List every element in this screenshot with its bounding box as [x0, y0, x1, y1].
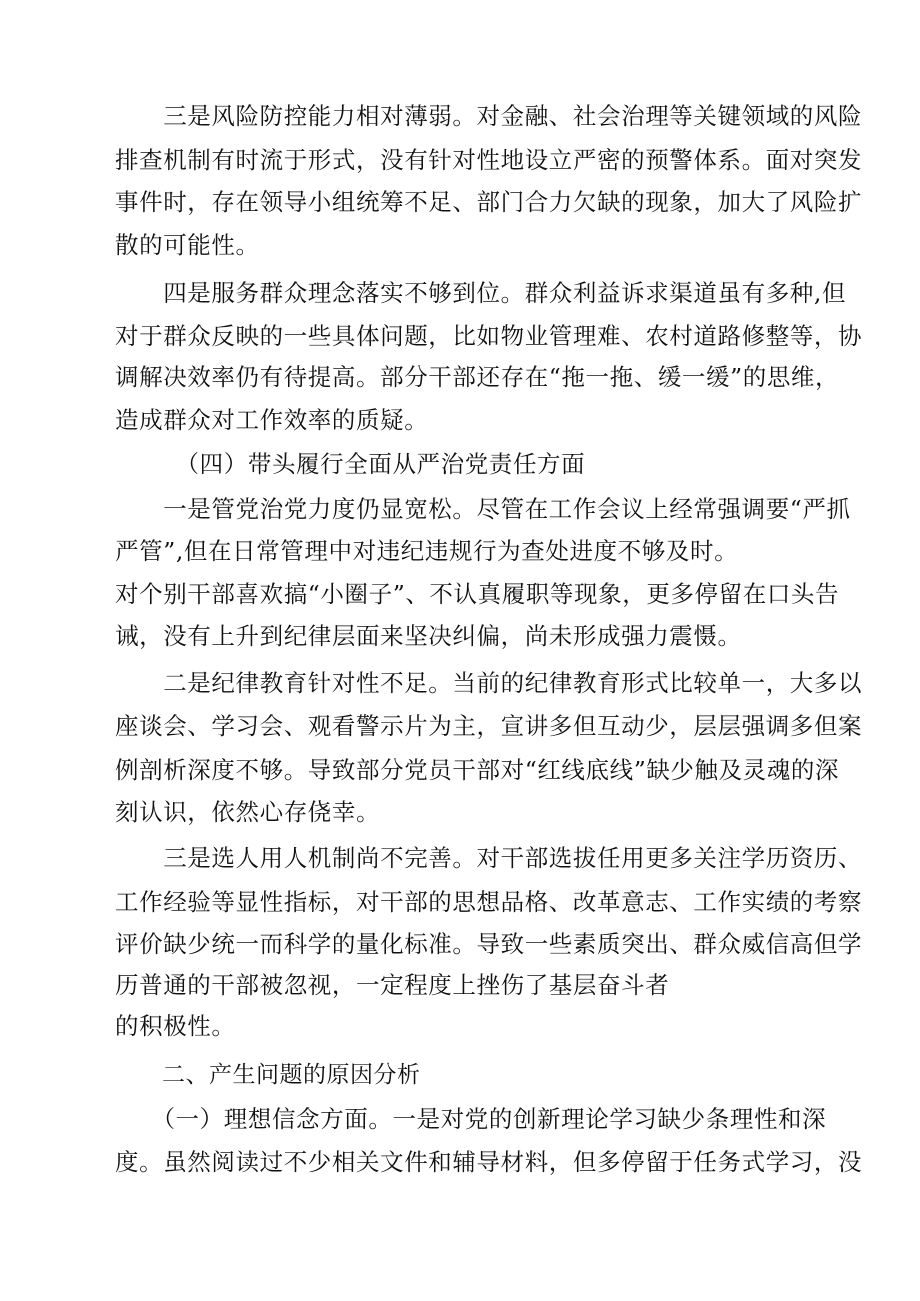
body-text-line: 排查机制有时流于形式，没有针对性地设立严密的预警体系。面对突发	[115, 146, 863, 174]
section-subheading: （四）带头履行全面从严治党责任方面	[115, 450, 586, 478]
body-text-line: 对个别干部喜欢搞“小圈子”、不认真履职等现象，更多停留在口头告	[115, 580, 840, 608]
body-text-line: 调解决效率仍有待提高。部分干部还存在“拖一拖、缓一缓”的思维，	[115, 363, 840, 391]
body-text-line: 三是选人用人机制尚不完善。对干部选拔任用更多关注学历资历、	[115, 844, 863, 872]
body-text-line: 工作经验等显性指标，对干部的思想品格、改革意志、工作实绩的考察	[115, 888, 863, 916]
body-text-line: 二是纪律教育针对性不足。当前的纪律教育形式比较单一，大多以	[115, 669, 863, 697]
body-text-line: 散的可能性。	[115, 231, 260, 259]
body-text-line: 诫，没有上升到纪律层面来坚决纠偏，尚未形成强力震慑。	[115, 622, 742, 650]
body-text-line: 三是风险防控能力相对薄弱。对金融、社会治理等关键领域的风险	[115, 102, 863, 130]
body-text-line: 一是管党治党力度仍显宽松。尽管在工作会议上经常强调要“严抓	[115, 495, 851, 523]
body-text-line: 严管”,但在日常管理中对违纪违规行为查处进度不够及时。	[115, 537, 739, 565]
body-text-line: 座谈会、学习会、观看警示片为主，宣讲多但互动少，层层强调多但案	[115, 712, 863, 740]
section-heading: 二、产生问题的原因分析	[115, 1062, 421, 1088]
body-text-line: 例剖析深度不够。导致部分党员干部对“红线底线”缺少触及灵魂的深	[115, 756, 840, 784]
body-text-line: 四是服务群众理念落实不够到位。群众利益诉求渠道虽有多种,但	[115, 279, 847, 307]
body-text-line: 对于群众反映的一些具体问题，比如物业管理难、农村道路修整等，协	[115, 322, 863, 350]
body-text-line: 度。虽然阅读过不少相关文件和辅导材料，但多停留于任务式学习，没	[115, 1148, 863, 1176]
body-text-line: （一）理想信念方面。一是对党的创新理论学习缺少条理性和深	[115, 1105, 827, 1133]
body-text-line: 造成群众对工作效率的质疑。	[115, 406, 429, 434]
body-text-line: 的积极性。	[115, 1012, 236, 1040]
body-text-line: 评价缺少统一而科学的量化标准。导致一些素质突出、群众威信高但学	[115, 930, 863, 958]
body-text-line: 事件时，存在领导小组统筹不足、部门合力欠缺的现象，加大了风险扩	[115, 188, 863, 216]
body-text-line: 刻认识，依然心存侥幸。	[115, 798, 381, 826]
body-text-line: 历普通的干部被忽视，一定程度上挫伤了基层奋斗者	[115, 971, 670, 999]
